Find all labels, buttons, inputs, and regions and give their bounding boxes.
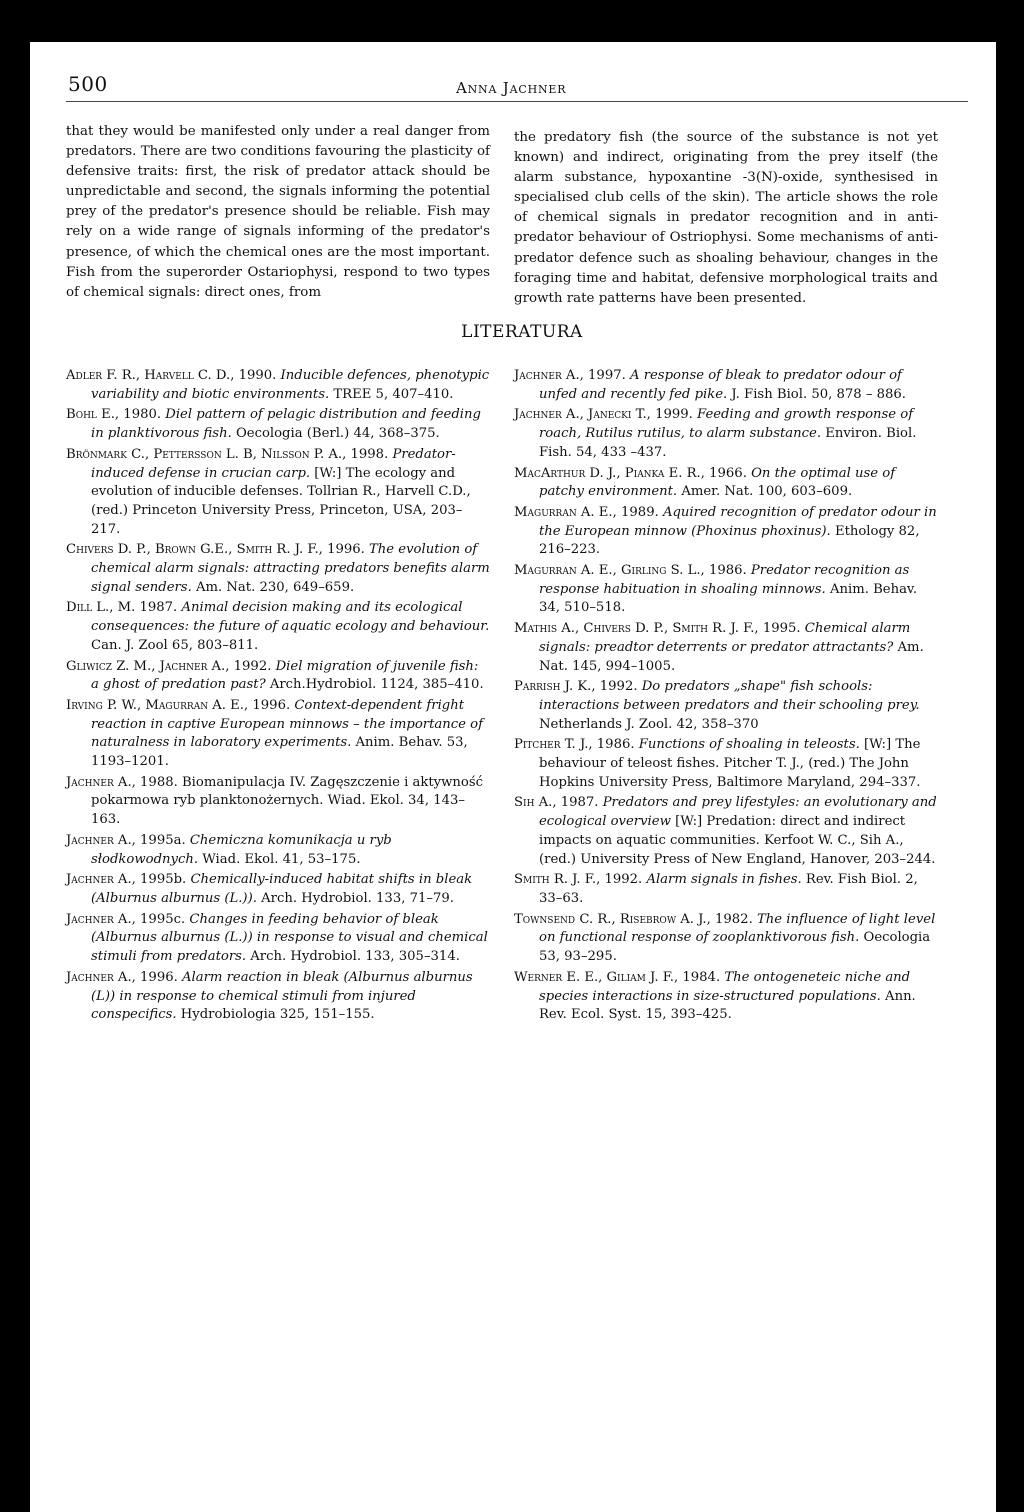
reference-year: 1966. [704,465,752,481]
reference-entry [514,794,938,869]
reference-entry [66,697,490,772]
header-rule [66,101,968,102]
literature-heading: LITERATURA [461,322,583,342]
reference-source: Rev. Fish Biol. 2, 33–63. [539,872,918,906]
reference-year: 1999. [650,407,698,423]
reference-source: Anim. Behav. 53, 1193–1201. [91,735,468,770]
reference-source: J. Fish Biol. 50, 878 – 886. [727,386,907,402]
reference-title: Functions of shoaling in teleosts. [638,737,860,753]
reference-entry [514,969,938,1025]
reference-authors: Jachner A., [66,872,136,888]
reference-title: A response of bleak to predator odour of unfed and recently fed pike. [539,368,902,402]
reference-entry [66,832,490,869]
reference-source: Oecologia 53, 93–295. [539,930,931,965]
reference-entry [514,620,938,676]
page-number: 500 [68,72,108,96]
reference-year: 1995a. [135,832,190,848]
reference-source: [W:] The behaviour of teleost fishes. Pitcher T. J., (red.) The John Hopkins University Press, Baltimore Maryland, 294–337. [539,737,921,790]
reference-year: 1998. [346,446,393,462]
reference-authors: Mathis A., Chivers D. P., Smith R. J. F., [514,621,759,637]
reference-title: Context-dependent fright reaction in captive European minnows – the importance of naturalness in laboratory experiments. [91,697,483,751]
reference-entry [514,504,938,560]
reference-entry [514,736,938,792]
reference-source: TREE 5, 407–410. [329,386,454,402]
reference-authors: Jachner A., [66,969,136,985]
reference-authors: Jachner A., [514,368,584,383]
reference-year: 1987. [556,795,603,811]
reference-year: 1986. [704,563,751,579]
reference-title: Predator recognition as response habituation in shoaling minnows. [539,563,910,597]
reference-entry [66,599,490,655]
reference-year: 1995c. [135,911,190,927]
reference-source: Am. Nat. 145, 994–1005. [539,639,924,674]
reference-year: 1982. [710,911,757,927]
reference-source: Arch. Hydrobiol. 133, 71–79. [256,890,454,906]
reference-authors: Townsend C. R., Risebrow A. J., [514,911,711,927]
reference-year: 1984. [678,969,725,985]
reference-authors: Jachner A., [66,911,136,927]
running-head-author: Anna Jachner [456,79,567,97]
reference-entry [66,406,490,443]
reference-authors: Werner E. E., Giliam J. F., [514,969,679,985]
reference-source: Can. J. Zool 65, 803–811. [91,637,259,653]
journal-page [30,42,996,1512]
reference-authors: Chivers D. P., Brown G.E., Smith R. J. F., [66,542,323,558]
reference-authors: Magurran A. E., [514,504,617,520]
reference-source: Hydrobiologia 325, 151–155. [176,1007,375,1023]
reference-source: Ethology 82, 216–223. [539,523,920,558]
reference-year: 1996. [322,542,370,558]
reference-authors: Adler F. R., Harvell C. D., [66,368,235,383]
reference-entry [66,541,490,597]
reference-year: 1997. [583,368,630,383]
reference-title: Inducible defences, phenotypic variability and biotic environments. [91,368,490,402]
reference-title: Alarm signals in fishes. [646,872,802,888]
reference-title: Predator-induced defense in crucian carp. [91,446,456,481]
reference-entry [514,911,938,967]
reference-title: The ontogeneteic niche and species interactions in size-structured populations. [539,969,911,1004]
reference-source: Oecologia (Berl.) 44, 368–375. [231,426,440,442]
reference-authors: Dill L., [66,600,114,616]
reference-year: 1995. [758,621,805,637]
reference-title: Alarm reaction in bleak (Alburnus alburnus (L)) in response to chemical stimuli from injured conspecifics. [91,969,473,1023]
reference-entry [514,367,938,404]
reference-title: Chemically-induced habitat shifts in bleak (Alburnus alburnus (L.)). [91,872,473,906]
reference-entry [66,658,490,695]
reference-title: Animal decision making and its ecological consequences: the future of aquatic ecology and behaviour. [91,600,490,635]
reference-authors: Jachner A., [66,832,136,848]
reference-authors: Pitcher T. J., [514,737,593,753]
reference-entry [66,969,490,1025]
reference-entry [514,465,938,502]
reference-title: Chemiczna komunikacja u ryb słodkowodnych. [91,832,392,867]
reference-entry [514,562,938,618]
reference-authors: Brönmark C., Pettersson L. B, Nilsson P. A., [66,446,347,462]
reference-year: 1992. [600,872,647,888]
reference-year: M. 1987. [113,600,182,616]
reference-year: 1996. [135,969,182,985]
reference-title: Predators and prey lifestyles: an evolutionary and ecological overview [539,795,937,830]
reference-year: 1988. [135,774,182,790]
reference-authors: Parrish J. K., [514,679,596,695]
reference-list-left [66,367,490,1027]
reference-authors: Gliwicz Z. M., Jachner A., [66,658,230,674]
reference-title: Aquired recognition of predator odour in the European minnow (Phoxinus phoxinus). [539,504,937,539]
reference-source: Ann. Rev. Ecol. Syst. 15, 393–425. [539,988,916,1023]
reference-year: 1986. [592,737,639,753]
reference-year: 1992. [229,658,276,674]
reference-title: Diel pattern of pelagic distribution and feeding in planktivorous fish. [91,407,481,442]
reference-title: Diel migration of juvenile fish: a ghost of predation past? [91,658,479,693]
reference-source: Arch.Hydrobiol. 1124, 385–410. [265,677,484,693]
reference-list-right [514,367,938,1027]
reference-source: Environ. Biol. Fish. 54, 433 –437. [539,426,917,460]
reference-authors: Jachner A., Janecki T., [514,407,651,423]
reference-year: 1992. [595,679,642,695]
reference-authors: Sih A., [514,795,557,811]
intro-text-left-column: that they would be manifested only under a real danger from predators. There are two conditions favouring the plasticity of defensive traits: first, the risk of predator attack should be unpredictable and second, the signals informing the potential prey of the predator's presence should be reliable. Fish may rely on a wide range of signals informing of the predator's presence, of which the chemical ones are the most important. Fish from the superorder Ostariophysi, respond to two types of chemical signals: direct ones, from [66,124,490,300]
reference-source: Biomanipulacja IV. Zagęszczenie i aktywność pokarmowa ryb planktonożernych. Wiad. Ekol. 34, 143–163. [91,774,483,828]
reference-title: The evolution of chemical alarm signals: attracting predators benefits alarm signal senders. [91,542,490,595]
reference-entry [514,871,938,908]
reference-title: Chemical alarm signals: preadtor deterrents or predator attractants? [539,621,911,655]
reference-authors: Irving P. W., Magurran A. E., [66,697,249,713]
reference-source: Am. Nat. 230, 649–659. [191,579,355,595]
reference-title: Do predators „shape" fish schools: interactions between predators and their schooling prey. [539,679,920,713]
reference-source: Wiad. Ekol. 41, 53–175. [198,851,361,867]
reference-entry [66,871,490,908]
reference-year: 1996. [248,697,295,713]
reference-title: The influence of light level on functional response of zooplanktivorous fish. [539,911,936,946]
reference-year: 1980. [119,407,166,423]
reference-authors: Jachner A., [66,774,136,790]
reference-source: Amer. Nat. 100, 603–609. [677,484,853,500]
reference-year: 1989. [616,504,663,520]
reference-title: Feeding and growth response of roach, Rutilus rutilus, to alarm substance. [539,407,914,442]
reference-source: [W:] The ecology and evolution of inducible defenses. Tollrian R., Harvell C.D., (red.) Princeton University Press, Princeton, USA, 203–217. [91,465,471,537]
reference-entry [66,367,490,404]
reference-authors: Smith R. J. F., [514,872,601,888]
reference-year: 1995b. [135,872,191,888]
reference-authors: Magurran A. E., Girling S. L., [514,563,705,579]
reference-source: Arch. Hydrobiol. 133, 305–314. [246,949,460,965]
reference-entry [66,911,490,967]
reference-authors: Bohl E., [66,407,120,423]
reference-title: Changes in feeding behavior of bleak (Alburnus alburnus (L.)) in response to visual and chemical stimuli from predators. [91,911,488,965]
reference-title: On the optimal use of patchy environment. [539,465,896,500]
reference-entry [66,774,490,830]
reference-entry [66,446,490,540]
intro-text-right-column: the predatory fish (the source of the substance is not yet known) and indirect, originating from the prey itself (the alarm substance, hypoxantine -3(N)-oxide, synthesised in specialised club cells of the skin). The article shows the role of chemical signals in predator recognition and in anti-predator behaviour of Ostriophysi. Some mechanisms of anti-predator defence such as shoaling behaviour, changes in the foraging time and habitat, defensive morphological traits and growth rate patterns have been presented. [514,130,938,306]
reference-authors: MacArthur D. J., Pianka E. R., [514,465,705,481]
reference-entry [514,678,938,734]
reference-source: Netherlands J. Zool. 42, 358–370 [539,716,759,732]
reference-source: [W:] Predation: direct and indirect impacts on aquatic communities. Kerfoot W. C., Sih A., (red.) University Press of New England, Hanover, 203–244. [539,814,936,867]
reference-year: 1990. [234,368,281,383]
reference-source: Anim. Behav. 34, 510–518. [539,581,918,616]
reference-entry [514,406,938,462]
